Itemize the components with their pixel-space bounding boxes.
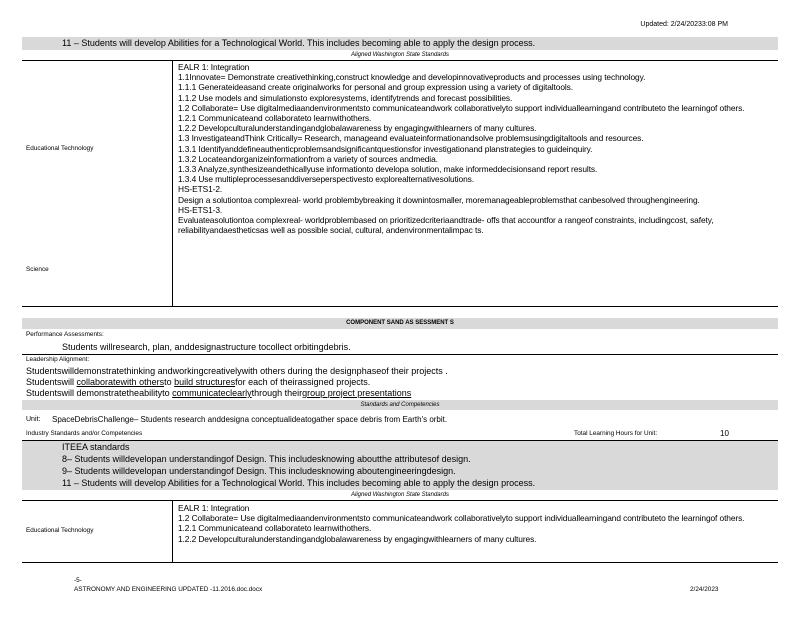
standard-line: 1.2.1 Communicateand collaborateto learnwithothers.: [178, 113, 372, 124]
leadership-alignment-label: Leadership Alignment:: [26, 356, 90, 363]
standard-line: HS-ETS1-2.: [178, 184, 223, 195]
standard-line: 1.3 InvestigateandThink Critically= Research, manageand evaluateinformationandsolve problemsusingdigitaltools and resources.: [178, 133, 644, 144]
standard-line: 1.2.1 Communicateand collaborateto learnwithothers.: [178, 523, 372, 534]
divider: [22, 562, 778, 563]
aligned-standards-header: Aligned Washington State Standards: [351, 492, 449, 498]
industry-standards-label: Industry Standards and/or Competencies: [26, 430, 143, 437]
component-assessments-bar: [22, 318, 778, 329]
label-educational-technology: Educational Technology: [26, 527, 94, 534]
standard-line: 1.3.4 Use multipleprocessesanddiverseperspectivesto explorealternativesolutions.: [178, 174, 474, 185]
footer-filename: ASTRONOMY AND ENGINEERING UPDATED -11.2016.doc.docx: [74, 586, 263, 593]
standard-line: 1.3.1 Identifyanddefineauthenticproblemsandsignificantquestionsfor investigationand planstrategies to guideinquiry.: [178, 143, 593, 154]
standard-line: 1.3.2 Locateandorganizeinformationfrom a variety of sources andmedia.: [178, 153, 438, 164]
industry-standard-item: ITEEA standards: [62, 442, 130, 452]
label-science: Science: [26, 266, 49, 273]
performance-assessments-label: Performance Assessments:: [26, 331, 104, 338]
industry-standards-list: [44, 442, 535, 490]
section1-standards-list: [178, 62, 768, 235]
industry-standard-item: 11 – Students will develop Abilities for a Technological World. This includes becoming able to apply the design process.: [62, 478, 536, 488]
standard-line: 1.2 Collaborate= Use digitalmediaandenvironmentsto communicateandwork collaborativelyto support individuallearningand contributeto the learningof others.: [178, 102, 745, 113]
unit-text: SpaceDebrisChallenge– Students research anddesigna conceptualideatogather space debris from Earth's orbit.: [52, 415, 448, 424]
divider: [22, 60, 778, 61]
standard-line: HS-ETS1-3.: [178, 204, 223, 215]
standard-line: EALR 1: Integration: [178, 503, 250, 513]
standard-line: 1.3.3 Analyze,synthesizeandethicallyuse informationto developa solution, make informeddecisionsand report results.: [178, 164, 598, 175]
footer-date: 2/24/2023: [690, 586, 719, 593]
standard-line: EALR 1: Integration: [178, 62, 250, 72]
leadership-line: Studentswilldemonstratethinking andworkingcreativelywith others during the designphaseof their projects .: [26, 366, 448, 376]
unit-label: Unit:: [26, 416, 41, 423]
page-number: -5-: [74, 577, 82, 584]
standards-competencies-bar: [22, 400, 778, 410]
section1-heading-bar: [22, 37, 778, 50]
industry-standard-item: 9– Students willdevelopan understandingof Design. This includesknowing aboutengineeringdesign.: [62, 466, 456, 476]
column-divider: [172, 500, 173, 562]
total-hours-value: 10: [720, 429, 729, 438]
total-hours-label: Total Learning Hours for Unit:: [574, 430, 658, 437]
column-divider: [172, 60, 173, 306]
leadership-alignment-list: [26, 366, 448, 399]
leadership-line: Studentswill demonstratetheabilityto communicateclearlythrough theirgroup project presentations: [26, 388, 412, 398]
standards-competencies-header: Standards and Competencies: [360, 402, 440, 408]
divider: [22, 500, 778, 501]
standard-line: Evaluateasolutiontoa complexreal- worldproblembased on prioritizedcriteriaandtrade- offs that accountfor a rangeof constraints, includingcost, safety, reliabilityandaestheticsas well as possible social, cultural, andenvironmentalimpac ts.: [178, 215, 714, 236]
updated-timestamp: Updated: 2/24/20233:08 PM: [640, 21, 728, 28]
label-educational-technology: Educational Technology: [26, 145, 94, 152]
standard-line: 1.1.2 Use models and simulationsto exploresystems, identifytrends and forecast possibilities.: [178, 92, 513, 103]
aligned-standards-header: Aligned Washington State Standards: [351, 52, 449, 58]
standard-line: 1.1Innovate= Demonstrate creativethinking,construct knowledge and developinnovativeproducts and processes using technology.: [178, 72, 646, 83]
divider: [22, 306, 778, 307]
standard-line: 1.2.2 Developculturalunderstandingandglobalawareness by engagingwithlearners of many cultures.: [178, 123, 537, 134]
leadership-line: Studentswill collaboratewith othersto build structuresfor each of theirassigned projects.: [26, 377, 371, 387]
divider: [22, 354, 778, 355]
section3-standards-list: [178, 503, 768, 544]
standard-line: 1.1.1 Generateideasand create originalworks for personal and group expression using a variety of digitaltools.: [178, 82, 573, 93]
section1-heading: 11 – Students will develop Abilities for a Technological World. This includes becoming able to apply the design process.: [62, 38, 536, 48]
performance-assessment-text: Students willresearch, plan, anddesignastructure tocollect orbitingdebris.: [62, 342, 351, 352]
standard-line: 1.2 Collaborate= Use digitalmediaandenvironmentsto communicateandwork collaborativelyto support individuallearningand contributeto the learningof others.: [178, 513, 745, 524]
component-assessments-header: COMPONENT SAND AS SESSMENT S: [346, 320, 454, 326]
standard-line: 1.2.2 Developculturalunderstandingandglobalawareness by engagingwithlearners of many cultures.: [178, 533, 537, 544]
industry-standard-item: 8– Students willdevelopan understandingof Design. This includesknowing aboutthe attributesof design.: [62, 454, 471, 464]
standard-line: Design a solutiontoa complexreal- world problembybreaking it downintosmaller, moremanageableproblemsthat canbesolved throughengineering.: [178, 194, 700, 205]
industry-standards-block: [22, 441, 778, 490]
